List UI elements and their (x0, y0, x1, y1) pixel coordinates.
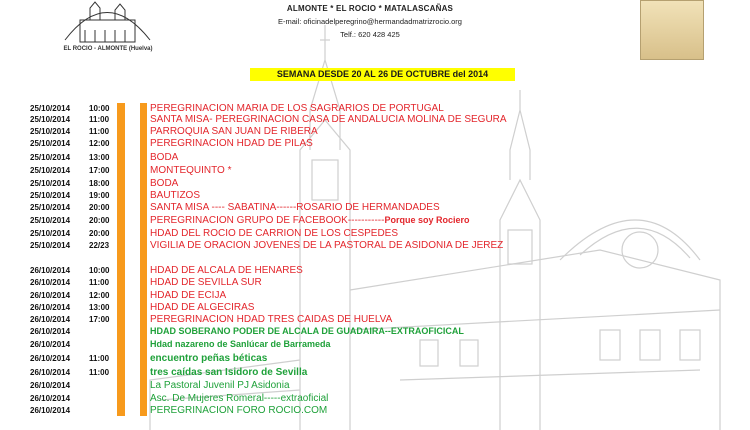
row-time: 11:00 (89, 115, 110, 124)
row-event: Asc. De Mujeres Romeral-----extraoficial (150, 393, 329, 404)
row-event: SANTA MISA ---- SABATINA------ROSARIO DE HERMANDADES (150, 202, 440, 213)
row-time: 12:00 (89, 139, 110, 148)
row-time: 17:00 (89, 166, 110, 175)
row-event: HDAD DE SEVILLA SUR (150, 277, 262, 288)
row-date: 26/10/2014 (30, 406, 71, 415)
row-event: PEREGRINACION HDAD TRES CAIDAS DE HUELVA (150, 314, 393, 325)
row-date: 26/10/2014 (30, 368, 71, 377)
row-date: 26/10/2014 (30, 315, 71, 324)
row-time: 13:00 (89, 303, 110, 312)
row-time: 19:00 (89, 191, 110, 200)
row-date: 26/10/2014 (30, 303, 71, 312)
row-event: HDAD DE ECIJA (150, 290, 227, 301)
header-phone: Telf.: 620 428 425 (340, 30, 400, 39)
row-event: PEREGRINACION FORO ROCIO.COM (150, 405, 328, 416)
row-date: 25/10/2014 (30, 216, 71, 225)
row-date: 25/10/2014 (30, 115, 71, 124)
row-event: PEREGRINACION HDAD DE PILAS (150, 138, 313, 149)
row-event: HDAD DE ALCALA DE HENARES (150, 265, 303, 276)
row-date: 26/10/2014 (30, 278, 71, 287)
row-event: BAUTIZOS (150, 190, 201, 201)
row-date: 25/10/2014 (30, 241, 71, 250)
row-time: 12:00 (89, 291, 110, 300)
row-event: HDAD DEL ROCIO DE CARRION DE LOS CESPEDES (150, 228, 399, 239)
row-event: VIGILIA DE ORACION JOVENES DE LA PASTORAL DE ASIDONIA DE JEREZ (150, 240, 504, 251)
week-title: SEMANA DESDE 20 AL 26 DE OCTUBRE del 2014 (250, 68, 515, 81)
row-time: 17:00 (89, 315, 110, 324)
row-date: 25/10/2014 (30, 139, 71, 148)
row-time: 11:00 (89, 368, 110, 377)
orange-bar-right (140, 103, 147, 416)
row-time: 20:00 (89, 216, 110, 225)
row-date: 26/10/2014 (30, 381, 71, 390)
row-date: 25/10/2014 (30, 179, 71, 188)
logo-caption: EL ROCIO - ALMONTE (Huelva) (63, 46, 153, 52)
row-date: 26/10/2014 (30, 291, 71, 300)
row-date: 26/10/2014 (30, 340, 71, 349)
row-time: 11:00 (89, 354, 110, 363)
header-email: E-mail: oficinadelperegrino@hermandadmatrizrocio.org (278, 17, 462, 26)
row-date: 25/10/2014 (30, 203, 71, 212)
row-time: 11:00 (89, 127, 110, 136)
row-event: BODA (150, 152, 179, 163)
row-date: 25/10/2014 (30, 191, 71, 200)
row-date: 25/10/2014 (30, 104, 71, 113)
row-date: 26/10/2014 (30, 266, 71, 275)
row-date: 26/10/2014 (30, 394, 71, 403)
row-time: 10:00 (89, 104, 110, 113)
row-event: SANTA MISA- PEREGRINACION CASA DE ANDALUCIA MOLINA DE SEGURA (150, 114, 507, 125)
row-event: encuentro peñas béticas (150, 353, 268, 364)
row-event-tag: Porque soy Rociero (384, 215, 470, 225)
row-event: La Pastoral Juvenil PJ Asidonia (150, 380, 290, 391)
header-locations: ALMONTE * EL ROCIO * MATALASCAÑAS (286, 4, 454, 13)
row-date: 25/10/2014 (30, 127, 71, 136)
row-date: 26/10/2014 (30, 354, 71, 363)
row-event: HDAD DE ALGECIRAS (150, 302, 255, 313)
row-event (150, 215, 469, 226)
row-date: 25/10/2014 (30, 229, 71, 238)
row-date: 26/10/2014 (30, 327, 71, 336)
row-event: Hdad nazareno de Sanlúcar de Barrameda (150, 339, 331, 349)
row-event: PARROQUIA SAN JUAN DE RIBERA (150, 126, 318, 137)
row-event-text: PEREGRINACION GRUPO DE FACEBOOK----------- (150, 215, 385, 226)
row-time: 22/23 (89, 241, 110, 250)
row-event: HDAD SOBERANO PODER DE ALCALA DE GUADAIRA--EXTRAOFICICAL (150, 326, 464, 336)
row-time: 13:00 (89, 153, 110, 162)
row-time: 20:00 (89, 203, 110, 212)
row-event: BODA (150, 178, 179, 189)
row-time: 18:00 (89, 179, 110, 188)
row-time: 11:00 (89, 278, 110, 287)
row-event: tres caídas san Isidoro de Sevilla (150, 367, 308, 378)
row-date: 25/10/2014 (30, 166, 71, 175)
virgin-poster-image (640, 0, 704, 60)
row-event: PEREGRINACION MARIA DE LOS SAGRARIOS DE PORTUGAL (150, 103, 444, 114)
row-time: 10:00 (89, 266, 110, 275)
row-time: 20:00 (89, 229, 110, 238)
row-date: 25/10/2014 (30, 153, 71, 162)
row-event: MONTEQUINTO * (150, 165, 232, 176)
